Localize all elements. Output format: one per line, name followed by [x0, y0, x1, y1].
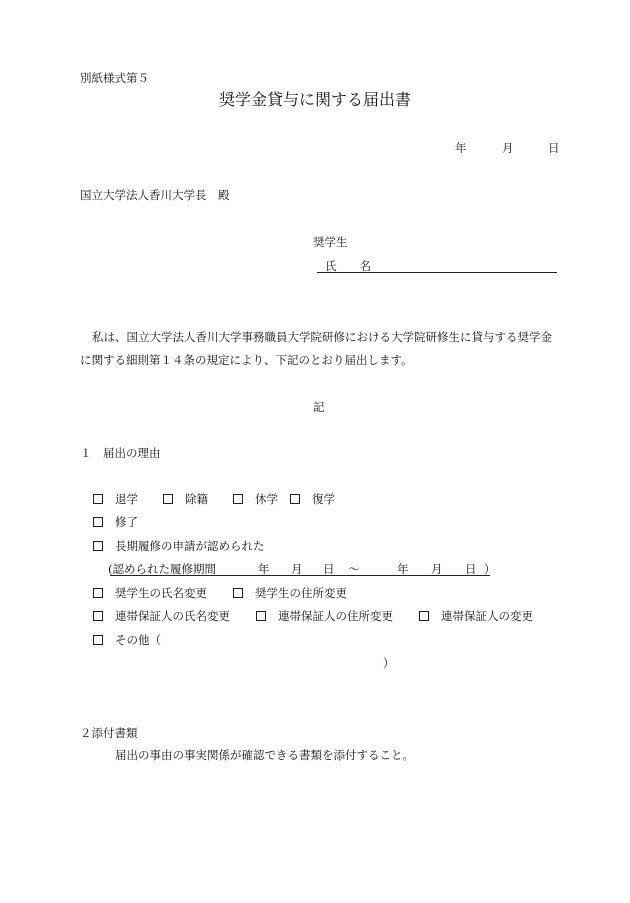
date-day-label: 日	[548, 141, 560, 155]
other-close-paren: ）	[383, 656, 395, 670]
leave-checkbox[interactable]	[233, 494, 243, 504]
period-start-month: 月	[291, 562, 303, 576]
long-term-checkbox[interactable]	[93, 541, 103, 551]
guarantor-change-label: 連帯保証人の変更	[441, 609, 533, 623]
applicant-role: 奨学生	[313, 235, 348, 249]
date-year-label: 年	[455, 141, 467, 155]
period-end-day: 日	[465, 562, 477, 576]
complete-checkbox[interactable]	[93, 517, 103, 527]
other-checkbox[interactable]	[93, 635, 103, 645]
page-title: 奨学金貸与に関する届出書	[218, 90, 411, 109]
guarantor-address-checkbox[interactable]	[256, 611, 266, 621]
period-tilde: ～	[348, 562, 360, 576]
other-label: その他（	[115, 633, 161, 647]
expel-checkbox[interactable]	[163, 494, 173, 504]
address-change-checkbox[interactable]	[233, 588, 243, 598]
section1-heading: １ 届出の理由	[80, 446, 161, 460]
period-underline	[110, 575, 490, 576]
applicant-name-label: 氏 名	[325, 259, 371, 273]
date-month-label: 月	[502, 141, 514, 155]
address-change-label: 奨学生の住所変更	[255, 586, 347, 600]
return-checkbox[interactable]	[290, 494, 300, 504]
guarantor-address-label: 連帯保証人の住所変更	[278, 609, 393, 623]
addressee: 国立大学法人香川大学長 殿	[80, 188, 230, 202]
return-label: 復学	[312, 492, 335, 506]
name-change-checkbox[interactable]	[93, 588, 103, 598]
period-label: (認められた履修期間	[108, 562, 216, 576]
period-close-paren: ）	[484, 562, 496, 576]
section2-text: 届出の事由の事実関係が確認できる書類を添付すること。	[115, 748, 414, 762]
period-start-day: 日	[323, 562, 335, 576]
period-end-year: 年	[397, 562, 409, 576]
body-line-2: に関する細則第１４条の規定により、下記のとおり届出します。	[80, 353, 413, 367]
form-number: 別紙様式第５	[80, 71, 149, 85]
guarantor-name-checkbox[interactable]	[93, 611, 103, 621]
ki-heading: 記	[313, 400, 325, 414]
complete-label: 修了	[115, 515, 138, 529]
name-change-label: 奨学生の氏名変更	[115, 586, 207, 600]
body-line-1: 私は、国立大学法人香川大学事務職員大学院研修における大学院研修生に貸与する奨学金	[92, 330, 552, 344]
period-end-month: 月	[431, 562, 443, 576]
guarantor-change-checkbox[interactable]	[419, 611, 429, 621]
section2-heading: ２添付書類	[80, 726, 138, 740]
guarantor-name-label: 連帯保証人の氏名変更	[115, 609, 230, 623]
long-term-label: 長期履修の申請が認められた	[115, 539, 265, 553]
leave-label: 休学	[255, 492, 278, 506]
applicant-name-field[interactable]	[317, 272, 557, 273]
withdraw-checkbox[interactable]	[93, 494, 103, 504]
period-start-year: 年	[258, 562, 270, 576]
withdraw-label: 退学	[115, 492, 138, 506]
expel-label: 除籍	[185, 492, 208, 506]
